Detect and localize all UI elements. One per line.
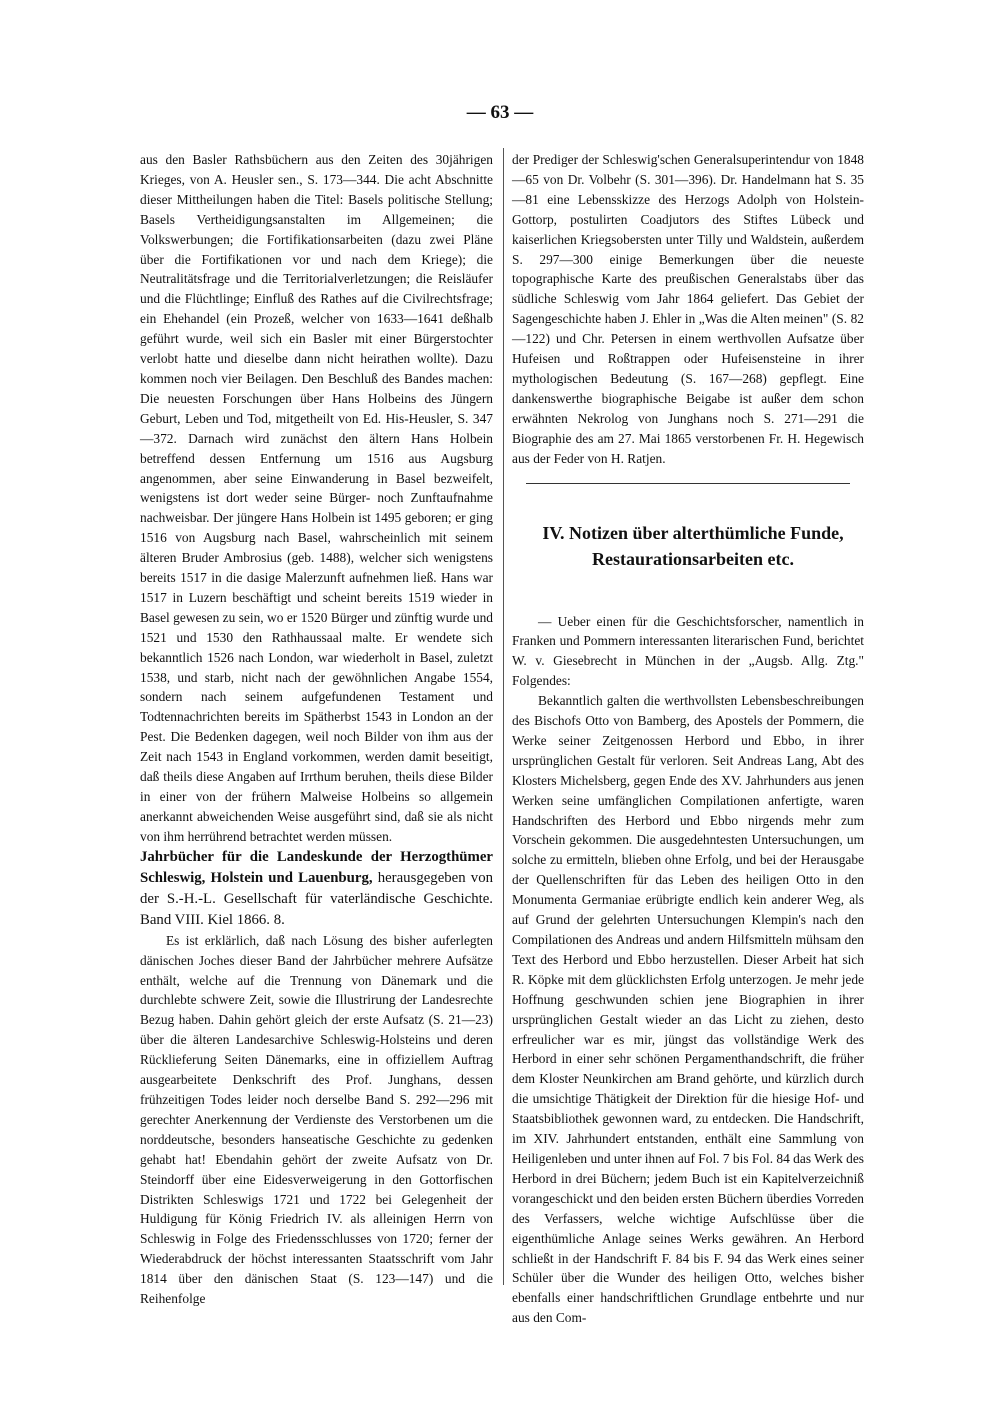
- page-number: — 63 —: [466, 102, 534, 123]
- entry-title: [140, 847, 493, 931]
- paragraph: Es ist erklärlich, daß nach Lösung des bisher auferlegten dänischen Joches dieser Band der Jahrbücher mehrere Aufsätze enthält, welche auf die Trennung von Dänemark und die durchlebte schwere Zeit, sowie die Illustrirung der Landesrechte Bezug haben. Dahin gehört gleich der erste Aufsatz (S. 21—23) über die älteren Landesarchive Schleswig-Holsteins und deren Rücklieferung Seiten Dänemarks, eine in offiziellem Auftrag ausgearbeitete Denkschrift des Prof. Junghans, dessen frühzeitigen Todes leider noch derselbe Band S. 292—296 mit gerechter Anerkennung der Verdienste des Verstorbenen um die norddeutsche, besonders hanseatische Geschichte zu gedenken gehabt hat! Ebendahin gehört der zweite Aufsatz von Dr. Steindorff über eine Eidesverweigerung in den Gottorfischen Distrikten Schleswigs 1721 und 1722 bei Gelegenheit der Huldigung für König Friedrich IV. als alleinigen Herrn von Schleswig in Folge des Friedensschlusses von 1720; ferner der Wiederabdruck der höchst interessanten Staatsschrift vom Jahr 1814 über den dänischen Staat (S. 123—147) und die Reihenfolge: [140, 932, 493, 1307]
- right-column: [512, 150, 864, 1328]
- entry-title-bold: Jahrbücher für die Landeskunde der Herzogthümer Schleswig, Holstein und Lauenburg,: [140, 848, 493, 886]
- paragraph: — Ueber einen für die Geschichtsforscher, namentlich in Franken und Pommern interessanten literarischen Fund, berichtet W. v. Giesebrecht in München in der „Augsb. Allg. Ztg." Folgendes:: [512, 613, 864, 689]
- column-rule: [503, 148, 504, 1285]
- section-separator: [526, 483, 850, 484]
- section-heading-line: IV. Notizen über alterthümliche Funde,: [542, 522, 844, 543]
- section-heading: [512, 520, 864, 572]
- section-heading-line: Restaurationsarbeiten etc.: [592, 548, 794, 569]
- left-column: [140, 150, 493, 1309]
- paragraph: aus den Basler Rathsbüchern aus den Zeiten des 30jährigen Krieges, von A. Heusler sen., S. 173—344. Die acht Abschnitte dieser Mittheilungen haben die Titel: Basels politische Stellung; Basels Vertheidigungsanstalten im Allgemeinen; die Volkswerbungen; die Fortifikationsarbeiten (dazu zwei Pläne über die Fortifikationen vor und nach dem Kriege); die Neutralitätsfrage und die Territorialverletzungen; die Reisläufer und die Flüchtlinge; Einfluß des Rathes auf die Civilrechtsfrage; ein Ehehandel (ein Prozeß, welcher von 1633—1641 deßhalb geführt wurde, weil sich ein Basler mit einer Bürgerstochter verlobt hatte und dieselbe dann nicht heirathen wollte). Dazu kommen noch vier Beilagen. Den Beschluß des Bandes machen: Die neuesten Forschungen über Hans Holbeins des Jüngern Geburt, Leben und Tod, mitgetheilt von Ed. His-Heusler, S. 347—372. Darnach wird zunächst den ältern Hans Holbein betreffend dessen Entfernung um 1516 aus Augsburg angenommen, aber seine Einwanderung in Basel bezweifelt, wenigstens ist dort weder seine Bürger- noch Zunftaufnahme nachweisbar. Der jüngere Hans Holbein ist 1495 geboren; er ging 1516 von Augsburg nach Basel, wahrscheinlich mit seinem älteren Bruder Ambrosius (geb. 1488), welcher sich wenigstens bereits 1517 in die dasige Malerzunft aufnehmen ließ. Hans war 1517 in Luzern beschäftigt und scheint bereits 1519 wieder in Basel gewesen zu sein, wo er 1520 Bürger und zünftig wurde und 1521 und 1530 den Rathhaussaal malte. Er wendete sich bekanntlich 1526 nach London, war wiederholt in Basel, zuletzt 1538, und starb, nicht nach der gewöhnlichen Angabe 1554, sondern nach seinem aufgefundenen Testament und Todtennachrichten bereits im Spätherbst 1543 in London an der Pest. Die Bedenken dagegen, weil noch Bilder von ihm aus der Zeit nach 1543 in England vorkommen, werden damit beseitigt, daß theils diese Angaben auf Irrthum beruhen, theils diese Bilder in einer von der frühern Malweise Holbeins so allgemein anerkannt abweichenden Weise ausgeführt sind, daß sie als nicht von ihm herrührend betrachtet werden müssen.: [140, 152, 493, 844]
- paragraph: Bekanntlich galten die werthvollsten Lebensbeschreibungen des Bischofs Otto von Bamberg, des Apostels der Pommern, die Werke seiner Zeitgenossen Herbord und Ebbo, in ihrer ursprünglichen Gestalt für verloren. Seit Andreas Lang, Abt des Klosters Michelsberg, gegen Ende des XV. Jahrhunders aus jenen Werken seine umfänglichen Compilationen anfertigte, waren Handschriften des Herbord und Ebbo nirgends mehr zum Vorschein gekommen. Die ausgedehntesten Untersuchungen, um solche zu ermitteln, blieben ohne Erfolg, und bei der Herausgabe der Quellenschriften für das Leben des heiligen Otto in den Monumenta Germaniae erübrigte endlich kein anderer Weg, als auf Grund der gelehrten Untersuchungen Klempin's nach den Compilationen des Andreas und andern Hilfsmitteln mühsam den Text des Herbord und Ebbo herzustellen. Dieser Arbeit hat sich R. Köpke mit dem glücklichsten Erfolg unterzogen. Je mehr jede Hoffnung geschwunden schien jene Biographien in ihrer ursprünglichen Gestalt wieder an das Licht zu ziehen, desto erfreulicher war es mir, jüngst das vollständige Werk des Herbord in einer sehr schönen Pergamenthandschrift, die früher dem Kloster Neunkirchen am Brand gehörte, und kürzlich durch die umsichtige Thätigkeit der Direktion für die hiesige Hof- und Staatsbibliothek gewonnen ward, zu entdecken. Die Handschrift, im XIV. Jahrhundert entstanden, enthält eine Sammlung von Heiligenleben und unter ihnen auf Fol. 7 bis Fol. 84 das Werk des Herbord in drei Büchern; jedem Buch ist ein Kapitelverzeichniß vorangeschickt und den beiden ersten Büchern überdies Vorreden des Verfassers, welche wichtige Aufschlüsse über die eigenthümliche Anlage seines Werks gewähren. An Herbord schließt in der Handschrift F. 84 bis F. 94 das Werk eines seiner Schüler über die Wunder des heiligen Otto, welches bisher ebenfalls einer handschriftlichen Grundlage entbehrte und nur aus den Com-: [512, 693, 864, 1326]
- entry-title-rest: herausgegeben von der S.-H.-L. Gesellschaft für vaterländische Geschichte. Band VIII. Kiel 1866. 8.: [140, 869, 493, 928]
- paragraph: der Prediger der Schleswig'schen Generalsuperintendur von 1848—65 von Dr. Volbehr (S. 301—396). Dr. Handelmann hat S. 35—81 eine Lebensskizze des Herzogs Adolph von Holstein-Gottorp, postulirten Coadjutors des Stiftes Lübeck und kaiserlichen Kriegsobersten unter Tilly und Waldstein, außerdem S. 297—300 einige Bemerkungen über die neueste topographische Karte des preußischen Generalstabs über das südliche Schleswig vom Jahr 1864 geliefert. Das Gebiet der Sagengeschichte haben J. Ehler in „Was die Alten meinen" (S. 82—122) und Chr. Petersen in einem werthvollen Aufsatze über Hufeisen und Roßtrappen oder Hufeisensteine in ihrer mythologischen Bedeutung (S. 167—268) gepflegt. Eine dankenswerthe biographische Beigabe ist außer dem schon erwähnten Nekrolog von Junghans noch S. 271—291 die Biographie des am 27. Mai 1865 verstorbenen Fr. H. Hegewisch aus der Feder von H. Ratjen.: [512, 152, 864, 466]
